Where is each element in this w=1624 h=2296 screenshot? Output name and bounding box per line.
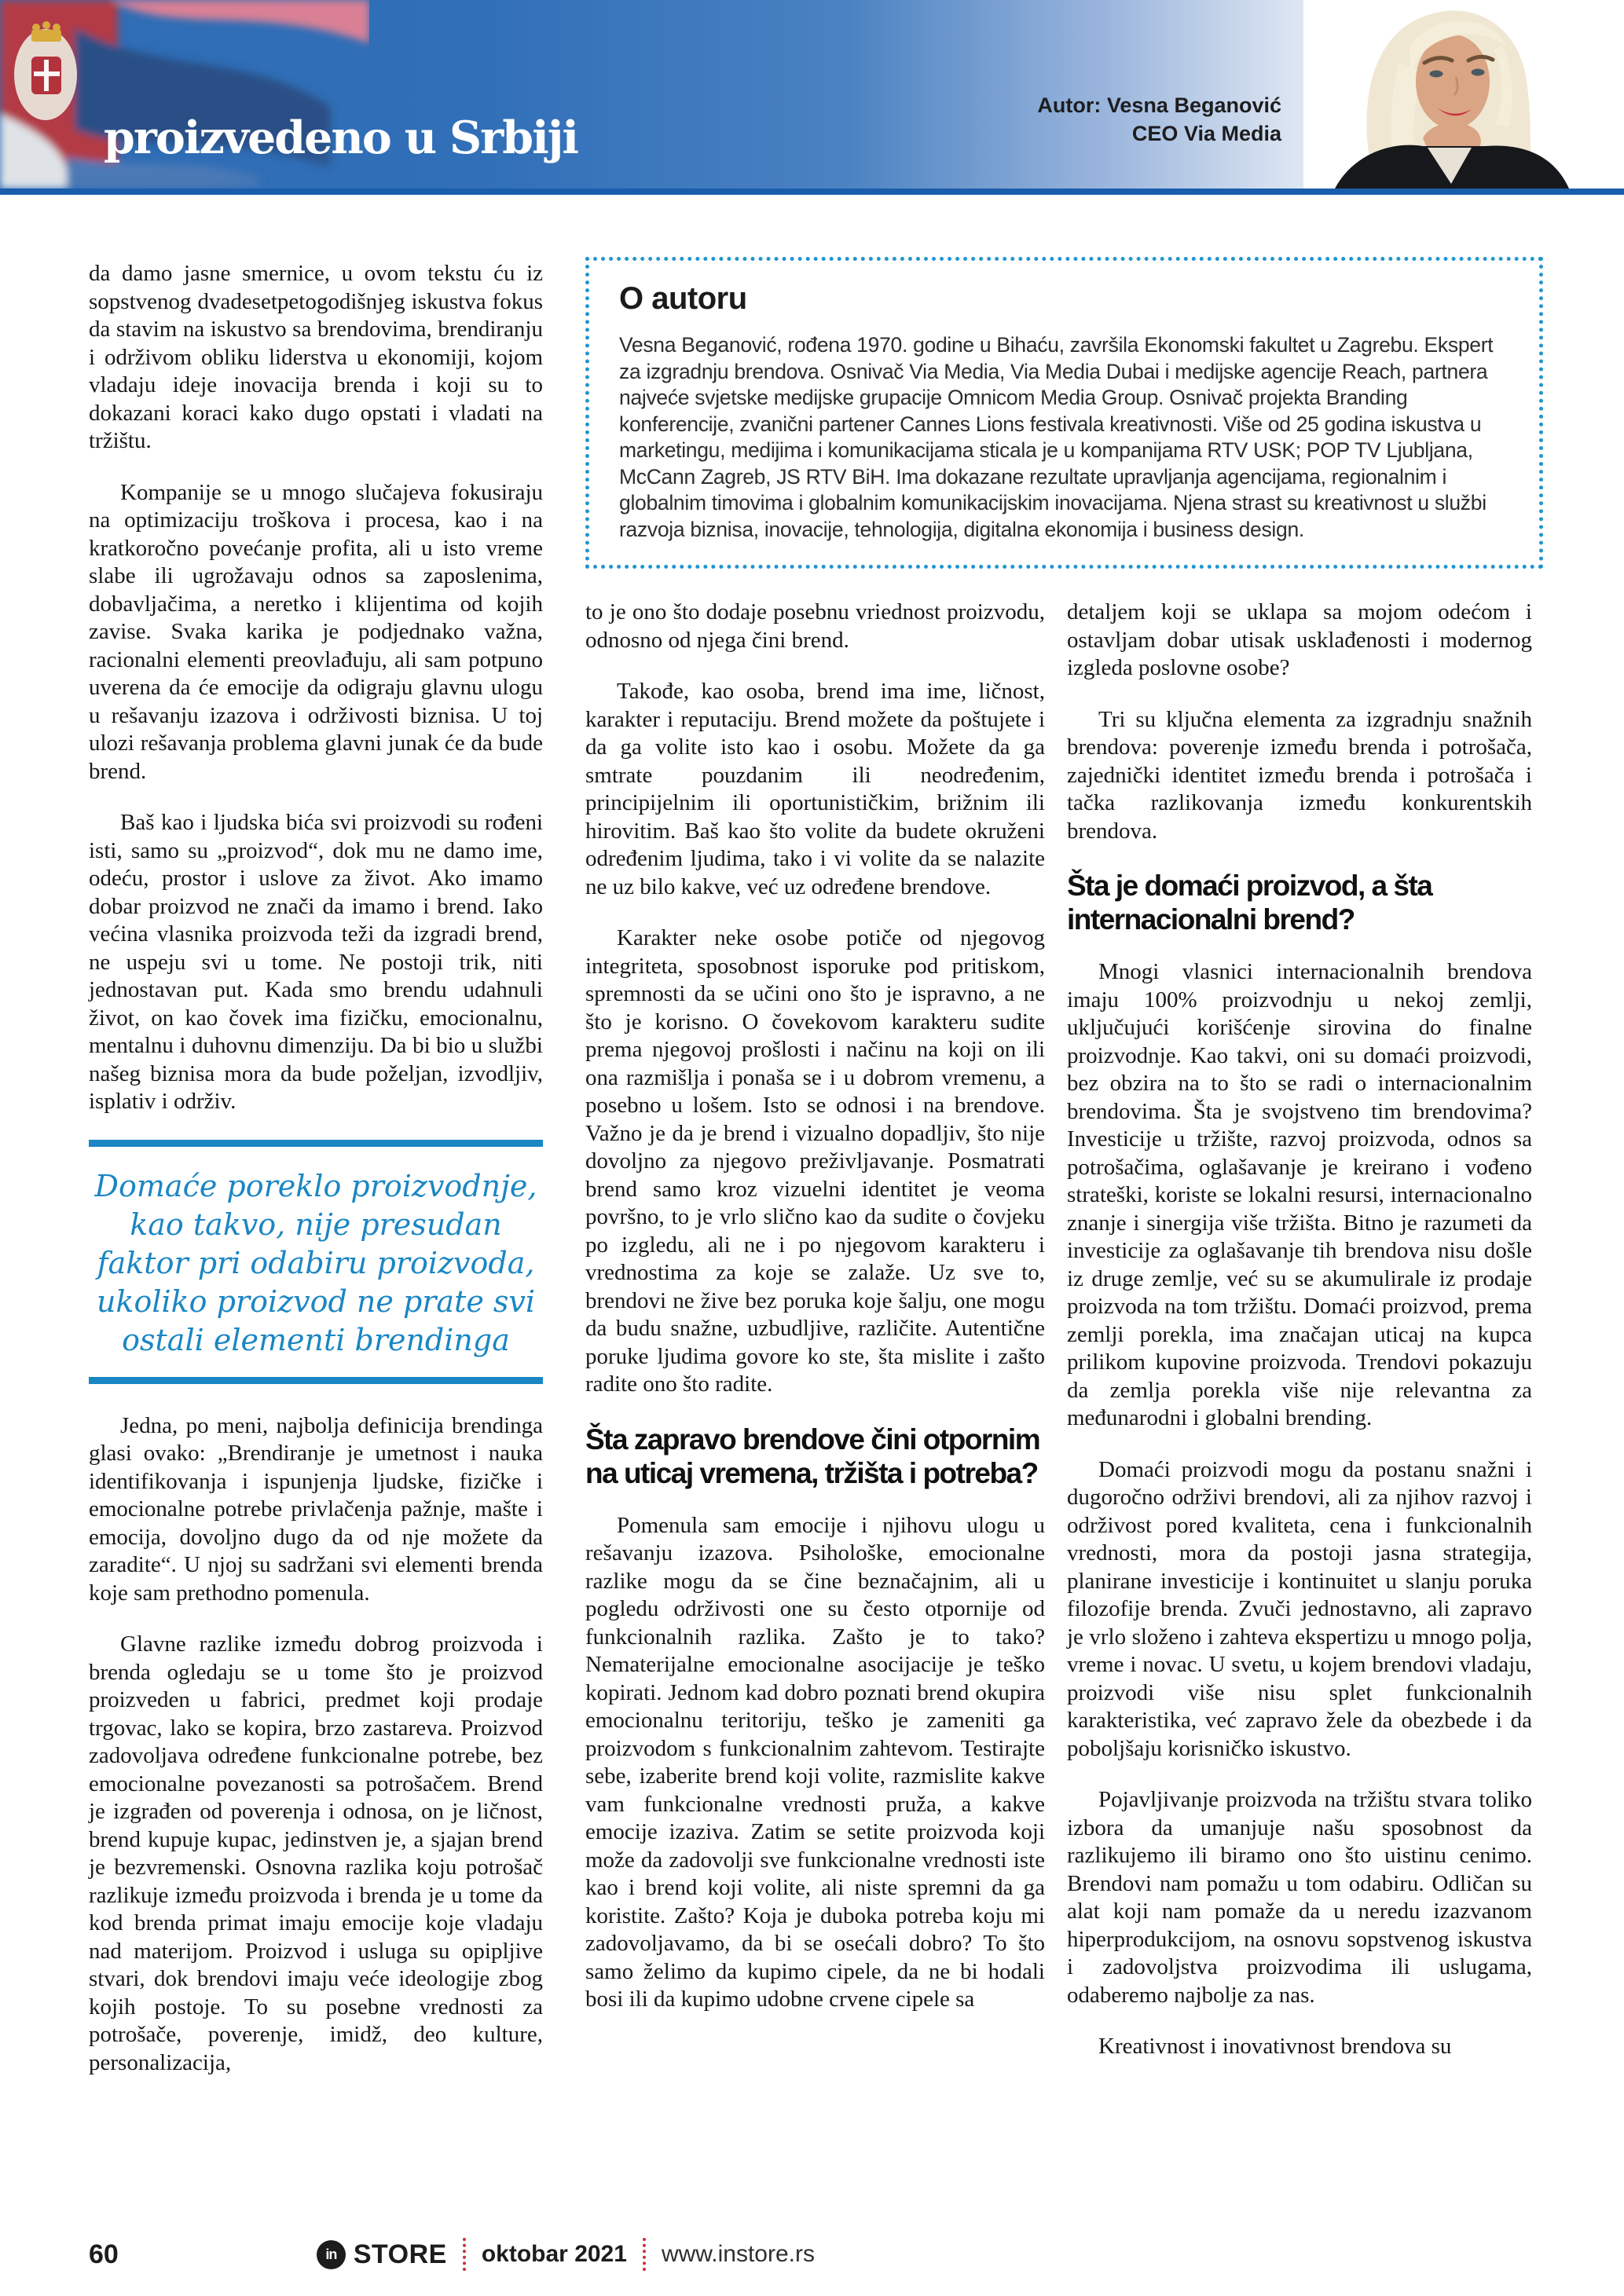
body-paragraph: Baš kao i ljudska bića svi proizvodi su rođeni isti, samo su „proizvod“, dok mu ne damo ime, odeću, prostor i uslove za život. Ako imamo dobar proizvod ne znači da imamo i brend. Iako većina vlasnika proizvoda teži da izgradi brend, ne uspeju svi u tome. Ne postoji trik, niti jednostavan put. Kada smo brendu udahnuli život, on kao čovek ima fizičku, emocionalnu, mentalnu i duhovnu dimenziju. Da bi bio u službi našeg biznisa mora da bude poželjan, izvodljiv, isplativ i održiv. [89, 810, 543, 1114]
body-paragraph: Karakter neke osobe potiče od njegovog integriteta, sposobnost isporuke pod pritiskom, spremnosti da se učini ono što je ispravno, a ne što je korisno. O čovekovom karakteru sudite prema njegovoj prošlosti i načinu na koji on ili ona razmišlja i ponaša se i u dobrom vremenu, a posebno u lošem. Isto se odnosi i na brendove. Važno je da je brend i vizualno dopadljiv, što nije dovoljno za njegovo preživljavanje. Posmatrati brend samo kroz vizuelni identitet je veoma površno, to je vrlo slično kao da sudite o čovjeku po izgledu, ali ne i po njegovom karakteru i vrednostima za koje se zalaže. Uz sve to, brendovi ne žive bez poruka koje šalju, one mogu da budu snažne, uzbudljive, različite. Autentične poruke ljudima govore ko ste, šta mislite i zašto radite ono što radite. [585, 925, 1045, 1397]
body-paragraph: Kompanije se u mnogo slučajeva fokusiraju na optimizaciju troškova i procesa, kao i na kratkoročno povećanje profita, ali u isto vreme slabe ili ugrožavaju odnos sa zaposlenima, dobavljačima, a neretko i klijentima od kojih zavise. Svaka karika je podjednako važna, racionalni elementi preovlađuju, ali sam potpuno uverena da će emocije da odigraju glavnu ulogu u rešavanju izazova i održivosti biznisa. U toj ulozi rešavanja problema glavni junak će da bude brend. [89, 479, 543, 784]
article-column-2 [585, 599, 1045, 2038]
article-column-1 [89, 260, 543, 2100]
header-banner [0, 0, 1624, 189]
body-paragraph: detaljem koji se uklapa sa mojom odećom i ostavljam dobar utisak usklađenosti i modernog izgleda poslovne osobe? [1067, 599, 1532, 680]
about-author-text: Vesna Beganović, rođena 1970. godine u Bihaću, završila Ekonomski fakultet u Zagrebu. Ekspert za izgradnju brendova. Osnivač Via Media, Via Media Dubai i medijske agencije Reach, partnera najveće svjetske medijske grupacije Omnicom Media Group. Osnivač projekta Branding konferencije, zvanični partener Cannes Lions festivala kreativnosti. Više od 25 godina iskustva u marketingu, medijima i komunikacijama sticala je u kompanijama RTV USK; POP TV Ljubljana, McCann Zagreb, JS RTV BiH. Ima dokazane rezultate upravljanja agencijama, regionalnim i globalnim timovima i globalnim komunikacijskim inovacijama. Njena strast su kreativnost u službi razvoja biznisa, inovacije, tehnologija, digitalna ekonomija i business design. [619, 333, 1494, 541]
body-paragraph: Glavne razlike između dobrog proizvoda i brenda ogledaju se u tome što je proizvod proizveden u fabrici, predmet koji prodaje trgovac, lako se kopira, brzo zastareva. Proizvod zadovoljava određene funkcionalne potrebe, bez emocionalne povezanosti sa potrošačem. Brend je izgrađen od poverenja i odnosa, on je ličnost, brend kupuje kupac, jedinstven je, a sjajan brend je bezvremenski. Osnovna razlika koju potrošač razlikuje između proizvoda i brenda je u tome da kod brenda primat imaju emocije koje vladaju nad materijom. Proizvod i usluga su opipljive stvari, dok brendovi imaju veće ideologije zbog kojih postoje. To su posebne vrednosti za potrošače, poverenje, imidž, deo kulture, personalizacija, [89, 1631, 543, 2075]
header-divider-rule [0, 189, 1624, 195]
body-paragraph: Mnogi vlasnici internacionalnih brendova imaju 100% proizvodnju u nekoj zemlji, uključujući korišćenje sirovina do finalne proizvodnje. Kao takvi, oni su domaći proizvodi, bez obzira na to što se radi o internacionalnim brendovima. Šta je svojstveno tim brendovima? Investicije u tržište, razvoj proizvoda, odnos sa potrošačima, oglašavanje je kreirano i vođeno strateški, koriste se lokalni resursi, internacionalno znanje i sinergija više tržišta. Bitno je razumeti da investicije za oglašavanje tih brendova nisu došle iz druge zemlje, već su se akumulirale iz prodaje proizvoda na tom tržištu. Domaći proizvod, prema zemlji porekla, ima značajan uticaj na kupca prilikom kupovine proizvoda. Trendovi pokazuju da zemlja porekla više nije relevantna za međunarodni i globalni brending. [1067, 959, 1532, 1430]
body-paragraph: to je ono što dodaje posebnu vriednost proizvodu, odnosno od njega čini brend. [585, 599, 1045, 653]
page-title: proizvedeno u Srbiji [104, 112, 578, 164]
instore-logo-text: STORE [353, 2239, 447, 2269]
body-paragraph: da damo jasne smernice, u ovom tekstu ću iz sopstvenog dvadesetpetogodišnjeg iskustva fokus da stavim na iskustvo sa brendovima, brendiranju i održivom obliku liderstva u ekonomiji, kojom vladaju ideje inovacija brenda i koji su to dokazani koraci kako dugo opstati i vladati na tržištu. [89, 261, 543, 453]
body-paragraph: Pomenula sam emocije i njihovu ulogu u rešavanju izazova. Psihološke, emocionalne razlike mogu da se čine beznačajnim, ali u pogledu održivosti one su često otpornije od funkcionalnih razlika. Zašto je to tako? Nematerijalne emocionalne asocijacije je teško kopirati. Jednom kad dobro poznati brend okupira emocionalnu teritoriju, teško je zameniti ga proizvodom s funkcionalnim zahtevom. Testirajte sebe, izaberite brend koji volite, razmislite kakve vam funkcionalne vrednosti pruža, a kakve emocije izaziva. Zatim se setite proizvoda koji može da zadovolji sve funkcionalne vrednosti iste kao i brend koji volite, ali niste spremni da ga koristite. Zašto? Koja je duboka potreba koju mi zadovoljavamo, da bi se osećali dobro? To što samo želimo da kupimo cipele, da ne bi hodali bosi ili da kupimo udobne crvene cipele sa [585, 1512, 1045, 2012]
page-number: 60 [89, 2239, 119, 2269]
body-paragraph: Domaći proizvodi mogu da postanu snažni i dugoročno održivi brendovi, ali za njihov razvoj i održivost pored kvaliteta, cena i funkcionalnih vrednosti, mora da postoji jasna strategija, planirane investicije i kontinuitet u slanju poruka filozofije brenda. Zvuči jednostavno, ali zapravo je vrlo složeno i zahteva ekspertizu u mnogo polja, vreme i novac. U svetu, u kojem brendovi vladaju, proizvodi više nisu splet funkcionalnih karakteristika, već zapravo žele da obezbede i da poboljšaju korisničko iskustvo. [1067, 1456, 1532, 1761]
body-paragraph: Jedna, po meni, najbolja definicija brendinga glasi ovako: „Brendiranje je umetnost i nauka identifikovanja i ispunjenja ljudske, fizičke i emocionalne potrebe privlačenja pažnje, mašte i emocija, dovoljno dugo da od nje možete da zaradite“. U njoj su sadržani svi elementi brenda koje sam prethodno pomenula. [89, 1412, 543, 1606]
website-link[interactable]: www.instore.rs [661, 2241, 815, 2267]
body-paragraph: Takođe, kao osoba, brend ima ime, ličnost, karakter i reputaciju. Brend možete da poštujete i da ga volite isto kao i osobu. Možete da ga smtrate pouzdanim ili neodređenim, principijelnim ili oportunističkim, brižnim ili hirovitim. Baš kao što volite da budete okruženi određenim ljudima, tako i vi volite da se nalazite ne uz bilo kakve, već uz određene brendove. [585, 679, 1045, 899]
body-paragraph: Tri su ključna elementa za izgradnju snažnih brendova: poverenje između brenda i potrošača, zajednički identitet između brenda i potrošača i tačka razlikovanja između konkurentskih brendova. [1067, 706, 1532, 844]
issue-date: oktobar 2021 [481, 2241, 627, 2267]
instore-logo-icon: in [317, 2240, 346, 2269]
author-photo [1303, 0, 1578, 189]
body-paragraph: Pojavljivanje proizvoda na tržištu stvara toliko izbora da umanjuje našu sposobnost da razlikujemo ili biramo ono što uistinu cenimo. Brendovi nam pomažu u tom odabiru. Odličan su alat koji nam pomaže da u neredu izazvanom hiperprodukcijom, na osnovu sopstvenog iskustva i zadovoljstva proizvodima ili uslugama, odaberemo najbolje za nas. [1067, 1787, 1532, 2008]
author-role: CEO Via Media [1131, 122, 1281, 145]
about-author-title: O autoru [619, 281, 747, 316]
pull-quote: Domaće poreklo proizvodnje, kao takvo, nije presudan faktor pri odabiru proizvoda, ukoliko proizvod ne prate svi ostali elementi brendinga [89, 1140, 543, 1384]
body-paragraph: Kreativnost i inovativnost brendova su [1098, 2034, 1452, 2059]
about-author-box [585, 257, 1543, 569]
author-name: Autor: Vesna Beganović [1037, 93, 1281, 117]
section-subheading: Šta zapravo brendove čini otpornim na uticaj vremena, tržišta i potreba? [585, 1423, 1040, 1489]
author-credit [1037, 91, 1281, 148]
section-subheading: Šta je domaći proizvod, a šta internacionalni brend? [1067, 870, 1432, 936]
footer-divider-icon [643, 2238, 646, 2271]
page-footer [89, 2236, 1535, 2273]
footer-divider-icon [463, 2238, 466, 2271]
article-column-3 [1067, 599, 1532, 2085]
instore-logo [317, 2239, 447, 2270]
